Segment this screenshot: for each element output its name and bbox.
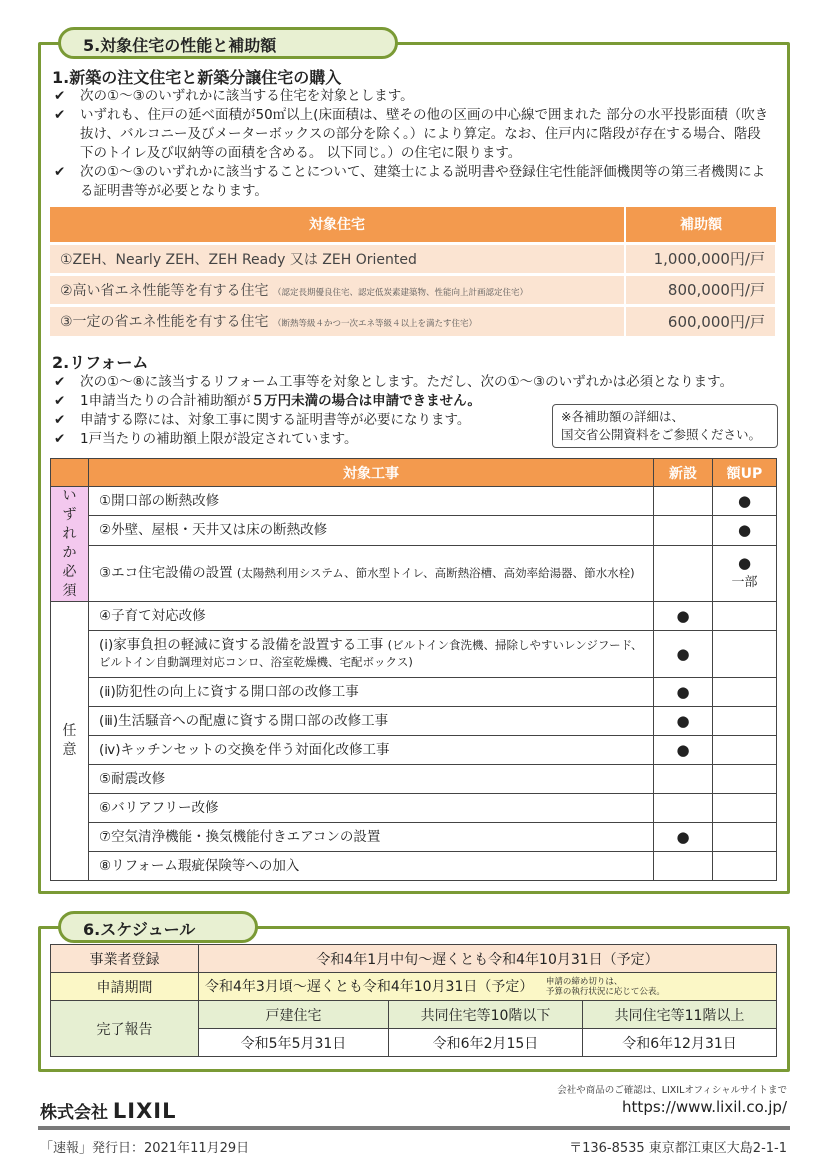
- new-heading: 1.新築の注文住宅と新築分譲住宅の購入: [52, 68, 342, 87]
- section6-tab: 6.スケジュール: [58, 911, 258, 943]
- check-icon: ✔: [54, 374, 66, 390]
- footer-divider: [38, 1126, 790, 1130]
- list-item: ✔ 1戸当たりの補助額上限が設定されています。: [54, 431, 358, 447]
- new-subsidy-table: [50, 207, 777, 336]
- table-row: [51, 602, 777, 631]
- completion-date: 令和6年12月31日: [583, 1029, 777, 1057]
- list-item: ✔ いずれも、住戸の延べ面積が50㎡以上(床面積は、壁その他の区画の中心線で囲まれた 部分の水平投影面積（吹き抜け、バルコニー及びメーターボックスの部分を除く。）により算定。なお、住戸内に階段が存在する場合、階段下のトイレ及び収納等の面積を含める。 以下同じ。）の住宅に限ります。: [54, 107, 769, 161]
- house-type-name: ①ZEH、Nearly ZEH、ZEH Ready 又は ZEH Oriented: [60, 251, 417, 268]
- section5-tab: 5.対象住宅の性能と補助額: [58, 27, 398, 59]
- table-row: [51, 765, 777, 794]
- new-mark: ●: [654, 602, 713, 631]
- new-bullets: [54, 87, 774, 201]
- check-icon: ✔: [54, 393, 66, 409]
- company-address: 〒136-8535 東京都江東区大島2-1-1: [569, 1141, 787, 1156]
- work-item: ③エコ住宅設備の設置: [99, 564, 233, 581]
- new-mark: [654, 545, 713, 602]
- reform-work-table: [50, 458, 777, 881]
- new-mark: [654, 852, 713, 881]
- reference-note: ※各補助額の詳細は、 国交省公開資料をご参照ください。: [552, 404, 778, 448]
- completion-label: 完了報告: [51, 1001, 199, 1057]
- completion-header: 戸建住宅: [199, 1001, 389, 1029]
- new-mark: [654, 794, 713, 823]
- check-icon: ✔: [54, 88, 66, 104]
- work-item: ⑥バリアフリー改修: [89, 794, 654, 823]
- completion-date: 令和6年2月15日: [389, 1029, 583, 1057]
- application-label: 申請期間: [51, 973, 199, 1001]
- up-mark: [713, 707, 777, 736]
- company-url[interactable]: https://www.lixil.co.jp/: [622, 1098, 787, 1116]
- new-mark: [654, 765, 713, 794]
- new-mark: [654, 487, 713, 516]
- up-mark: [713, 823, 777, 852]
- new-mark: ●: [654, 707, 713, 736]
- work-item: (ⅱ)防犯性の向上に資する開口部の改修工事: [89, 678, 654, 707]
- header-amount: 補助額: [625, 207, 776, 243]
- header-target-house: 対象住宅: [50, 207, 625, 243]
- up-mark: [713, 852, 777, 881]
- subsidy-amount: 800,000円/戸: [625, 274, 776, 305]
- check-icon: ✔: [54, 164, 66, 180]
- up-mark: [713, 678, 777, 707]
- completion-header: 共同住宅等11階以上: [583, 1001, 777, 1029]
- table-row: [51, 516, 777, 545]
- check-icon: ✔: [54, 412, 66, 428]
- house-type-note: （断熱等級４かつ一次エネ等級４以上を満たす住宅）: [273, 319, 478, 330]
- new-mark: ●: [654, 736, 713, 765]
- house-type-name: ③一定の省エネ性能を有する住宅: [60, 314, 269, 331]
- house-type-note: （認定長期優良住宅、認定低炭素建築物、性能向上計画認定住宅）: [273, 287, 529, 298]
- up-mark: [713, 602, 777, 631]
- table-row: [51, 487, 777, 516]
- completion-date: 令和5年5月31日: [199, 1029, 389, 1057]
- completion-header: 共同住宅等10階以下: [389, 1001, 583, 1029]
- optional-label: [51, 602, 89, 881]
- up-mark-note: 一部: [731, 575, 758, 591]
- work-item-detail: (ビルトイン食洗機、掃除しやすいレンジフード、ビルトイン自動調理対応コンロ、浴室乾燥機、宅配ボックス): [99, 638, 643, 669]
- required-label: [51, 487, 89, 602]
- registration-period: 令和4年1月中旬～遅くとも令和4年10月31日（予定）: [199, 945, 777, 973]
- check-icon: ✔: [54, 431, 66, 447]
- table-row: [50, 305, 776, 336]
- table-row: [51, 631, 777, 678]
- schedule-table: [50, 944, 777, 1057]
- lixil-logo: LIXIL: [112, 1099, 177, 1123]
- list-item: ✔ 次の①～③のいずれかに該当することについて、建築士による説明書や登録住宅性能評価機関等の第三者機関による証明書等が必要となります。: [54, 164, 766, 199]
- header-up: 額UP: [713, 459, 777, 487]
- new-mark: ●: [654, 631, 713, 678]
- table-row: [51, 545, 777, 602]
- up-mark: ●: [737, 554, 752, 573]
- list-item: ✔ 次の①～③のいずれかに該当する住宅を対象とします。: [54, 88, 414, 104]
- header-new: 新設: [654, 459, 713, 487]
- header-blank: [51, 459, 89, 487]
- reform-heading: 2.リフォーム: [52, 353, 149, 372]
- application-note: 申請の締め切りは、 予算の執行状況に応じて公表。: [545, 977, 665, 997]
- work-item: (ⅰ)家事負担の軽減に資する設備を設置する工事: [99, 637, 384, 653]
- list-item: ✔ 1申請当たりの合計補助額が５万円未満の場合は申請できません。: [54, 393, 481, 409]
- new-mark: ●: [654, 678, 713, 707]
- check-icon: ✔: [54, 107, 66, 123]
- up-mark: [713, 631, 777, 678]
- up-mark: [713, 794, 777, 823]
- new-mark: ●: [654, 823, 713, 852]
- work-item: ⑧リフォーム瑕疵保険等への加入: [89, 852, 654, 881]
- up-mark: ●: [713, 516, 777, 545]
- table-row: [51, 823, 777, 852]
- house-type-name: ②高い省エネ性能等を有する住宅: [60, 282, 269, 299]
- list-item: ✔ 申請する際には、対象工事に関する証明書等が必要になります。: [54, 412, 471, 428]
- table-row: [51, 1001, 777, 1029]
- table-row: [51, 794, 777, 823]
- table-row: [51, 852, 777, 881]
- required-label-text: いずれか必須: [62, 488, 77, 599]
- table-row: [51, 945, 777, 973]
- table-row: [50, 274, 776, 305]
- registration-label: 事業者登録: [51, 945, 199, 973]
- site-note: 会社や商品のご確認は、LIXILオフィシャルサイトまで: [557, 1085, 787, 1096]
- company-name: 株式会社 LIXIL: [40, 1099, 177, 1123]
- work-item-detail: (太陽熱利用システム、節水型トイレ、高断熱浴槽、高効率給湯器、節水水栓): [236, 565, 635, 580]
- work-item: ①開口部の断熱改修: [89, 487, 654, 516]
- table-row: [51, 973, 777, 1001]
- subsidy-amount: 1,000,000円/戸: [625, 243, 776, 274]
- new-mark: [654, 516, 713, 545]
- subsidy-amount: 600,000円/戸: [625, 305, 776, 336]
- application-period: 令和4年3月頃～遅くとも令和4年10月31日（予定）: [205, 979, 534, 995]
- table-row: [51, 707, 777, 736]
- table-row: [50, 243, 776, 274]
- up-mark: [713, 736, 777, 765]
- up-mark: [713, 765, 777, 794]
- work-item: (ⅲ)生活騒音への配慮に資する開口部の改修工事: [89, 707, 654, 736]
- issue-date: 「速報」発行日：2021年11月29日: [40, 1141, 250, 1156]
- header-work: 対象工事: [89, 459, 654, 487]
- work-item: ⑤耐震改修: [89, 765, 654, 794]
- work-item: ②外壁、屋根・天井又は床の断熱改修: [89, 516, 654, 545]
- work-item: (ⅳ)キッチンセットの交換を伴う対面化改修工事: [89, 736, 654, 765]
- work-item: ④子育て対応改修: [89, 602, 654, 631]
- limit-warning: ５万円未満の場合は申請できません。: [250, 393, 481, 409]
- list-item: ✔ 次の①～⑧に該当するリフォーム工事等を対象とします。ただし、次の①～③のいずれかは必須となります。: [54, 374, 734, 390]
- optional-label-text: 任意: [62, 723, 77, 758]
- up-mark: ●: [713, 487, 777, 516]
- work-item: ⑦空気清浄機能・換気機能付きエアコンの設置: [89, 823, 654, 852]
- table-row: [51, 678, 777, 707]
- table-row: [51, 736, 777, 765]
